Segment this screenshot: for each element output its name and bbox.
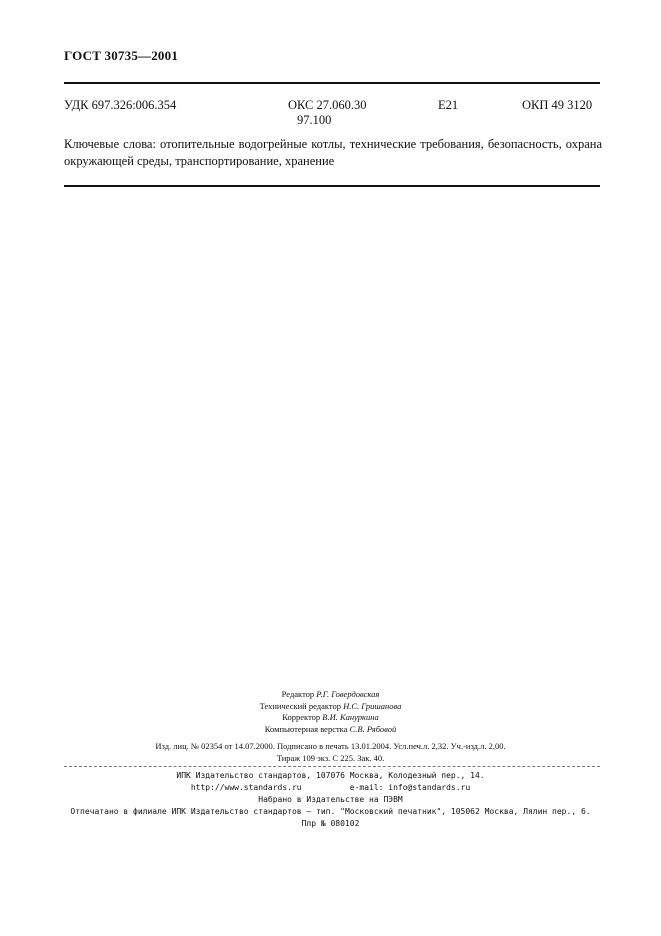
document-code: ГОСТ 30735—2001: [64, 48, 179, 63]
top-rule: [64, 82, 600, 84]
imprint-block: [0, 741, 661, 764]
group-code: Е21: [438, 98, 459, 112]
credit-layout: Компьютерная верстка С.В. Рябовой: [264, 723, 397, 734]
oks-code: [288, 98, 367, 128]
credit-proofreader: Корректор В.И. Кануркина: [282, 712, 379, 722]
keywords: Ключевые слова: отопительные водогрейные котлы, технические требования, безопасность, охрана окружающей среды, транспортирование, хранение: [64, 137, 602, 168]
oks-line-2: 97.100: [297, 113, 332, 127]
imprint-line-2: Тираж 109 экз. С 225. Зак. 40.: [276, 752, 385, 763]
udk-code: УДК 697.326:006.354: [64, 98, 177, 112]
dashed-separator: [64, 766, 600, 767]
publisher-line-2: http://www.standards.ru e-mail: info@standards.ru: [190, 783, 471, 792]
okp-code: ОКП 49 3120: [522, 98, 593, 112]
publisher-block: [0, 770, 661, 830]
bottom-rule: [64, 185, 600, 187]
credits-block: [0, 689, 661, 735]
imprint-line-1: Изд. лиц. № 02354 от 14.07.2000. Подписано в печать 13.01.2004. Усл.печ.л. 2,32. Уч.-изд.л. 2,00.: [155, 741, 506, 751]
credit-editor: Редактор Р.Г. Говердовская: [281, 689, 380, 699]
oks-line-1: ОКС 27.060.30: [288, 98, 367, 112]
publisher-line-3: Набрано в Издательстве на ПЭВМ: [258, 795, 403, 804]
publisher-line-5: Плр № 080102: [301, 819, 360, 828]
credit-tech-editor: Технический редактор Н.С. Гришанова: [259, 700, 402, 711]
publisher-line-1: ИПК Издательство стандартов, 107076 Москва, Колодезный пер., 14.: [176, 771, 485, 780]
publisher-line-4: Отпечатано в филиале ИПК Издательство стандартов — тип. "Московский печатник", 105062 Москва, Лялин пер., 6.: [70, 807, 591, 816]
